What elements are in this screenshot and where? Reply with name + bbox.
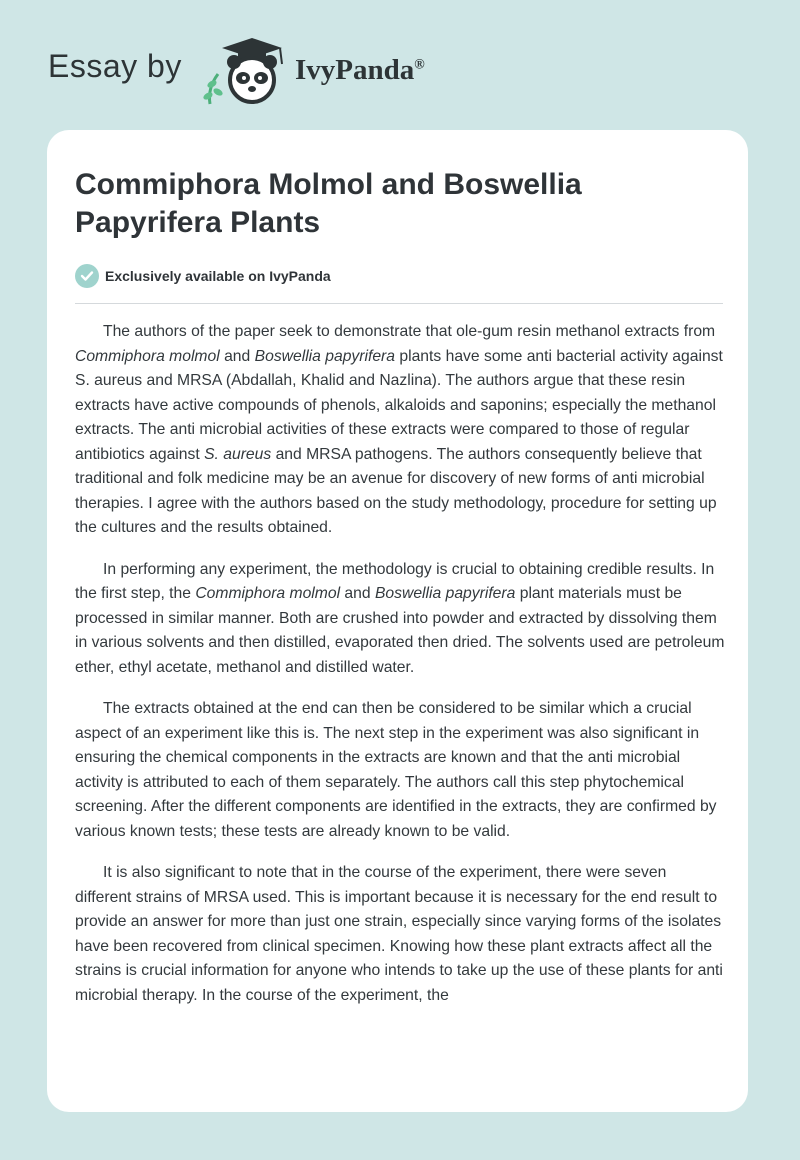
text-run: The authors of the paper seek to demonstrate that ole-gum resin methanol extracts from <box>103 323 716 340</box>
paragraph <box>75 697 725 844</box>
text-run: plant materials must be processed in similar manner. Both are crushed into powder and extracted by dissolving them in various solvents and then distilled, evaporated then dried. The solvents used are petroleum ether, ethyl acetate, methanol and distilled water. <box>75 585 725 676</box>
italic-term: Boswellia papyrifera <box>374 585 516 602</box>
italic-term: Boswellia papyrifera <box>254 347 396 365</box>
brand-name[interactable]: IvyPanda® <box>295 54 425 86</box>
divider <box>75 303 723 304</box>
ivypanda-logo-icon[interactable] <box>198 34 290 106</box>
badge-label: Exclusively available on IvyPanda <box>105 268 331 284</box>
site-header <box>48 34 748 114</box>
italic-term: S. aureus <box>204 445 272 463</box>
text-run: In performing any experiment, the methodology is crucial to obtaining credible results. In the first step, the <box>75 560 715 602</box>
text-run: plants have some anti bacterial activity against S. aureus and MRSA (Abdallah, Khalid and Nazlina). The authors argue that these resin extracts have active compounds of phenols, alkaloids and saponins; especially the methanol extracts. The anti microbial activities of these extracts were compared to those of regular antibiotics against <box>75 347 723 463</box>
exclusive-badge <box>75 264 331 288</box>
paragraph <box>75 320 725 541</box>
italic-term: Commiphora molmol <box>75 347 220 365</box>
text-run: and MRSA pathogens. The authors consequently believe that traditional and folk medicine may be an avenue for discovery of new forms of anti microbial therapies. I agree with the authors based on the study methodology, procedure for setting up the cultures and the results obtained. <box>75 445 717 536</box>
text-run: and <box>340 585 375 602</box>
paragraph <box>75 558 725 681</box>
page-title: Commiphora Molmol and Boswellia Papyrifera Plants <box>75 168 582 239</box>
essay-by-label: Essay by <box>48 48 182 84</box>
essay-card <box>47 130 748 1112</box>
text-run: It is also significant to note that in the course of the experiment, there were seven different strains of MRSA used. This is important because it is necessary for the end result to provide an answer for more than just one strain, especially since varying forms of the isolates have been recovered from clinical specimen. Knowing how these plant extracts affect all the strains is crucial information for anyone who intends to take up the use of these plants for anti microbial therapy. In the course of the experiment, the <box>75 864 723 1004</box>
text-run: The extracts obtained at the end can then be considered to be similar which a crucial aspect of an experiment like this is. The next step in the experiment was also significant in ensuring the chemical components in the extracts are known and that the anti microbial activity is attributed to each of them separately. The authors call this step phytochemical screening. After the different components are identified in the extracts, they are confirmed by various known tests; these tests are already known to be valid. <box>75 700 717 840</box>
check-icon <box>75 264 99 288</box>
essay-body <box>75 320 725 1025</box>
italic-term: Commiphora molmol <box>195 585 341 602</box>
text-run: and <box>219 347 255 365</box>
paragraph <box>75 861 725 1008</box>
